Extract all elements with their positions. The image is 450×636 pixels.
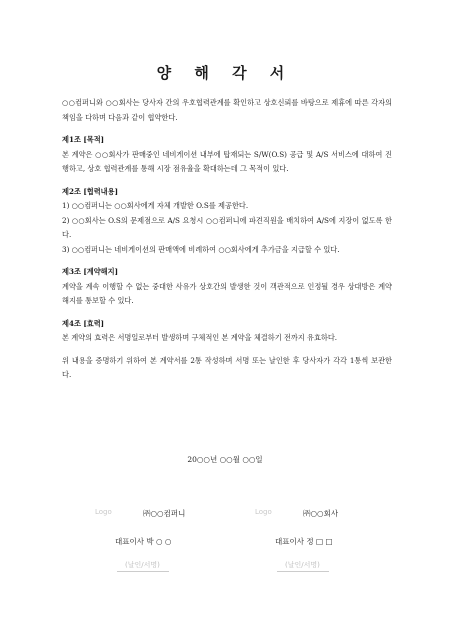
document-title: 양 해 각 서 [156,64,294,82]
article-text: 2) ○○회사는 O.S의 문제점으로 A/S 요청시 ○○컴퍼니에 파견직원을 배치하여 A/S에 지장이 없도록 한다. [62,215,392,239]
representative-name: 대표이사 정 □ □ [275,537,333,546]
article-text: 본 계약은 ○○회사가 판매중인 네비게이션 내부에 탑재되는 S/W(O.S) 공급 및 A/S 서비스에 대하여 진행하고, 상호 협력관계를 통해 시장 점유율을 확대하는데 그 목적이 있다. [62,149,392,173]
representative-name: 대표이사 박 ○ ○ [115,537,172,546]
stamp-placeholder: (날인/서명) [285,561,320,569]
company-name: ㈜○○회사 [303,509,339,518]
article-text: 3) ○○컴퍼니는 네비게이션의 판매액에 비례하여 ○○회사에게 추가금을 지급할 수 있다. [62,244,340,254]
article-4 [62,317,392,346]
signature-block-party-a [95,508,265,569]
article-3 [62,265,392,309]
article-heading: 제3조 [계약해지] [62,267,118,276]
signature-line [117,571,169,572]
closing-paragraph: 위 내용을 증명하기 위하여 본 계약서를 2통 작성하며 서명 또는 날인한 후 당사자가 각각 1통씩 보관한다. [62,355,392,379]
article-heading: 제4조 [효력] [62,318,105,328]
article-2 [62,185,392,258]
article-text: 1) ○○컴퍼니는 ○○회사에게 자체 개발한 O.S를 제공한다. [62,201,249,210]
intro-paragraph: ○○컴퍼니와 ○○회사는 당사자 간의 우호협력관계를 확인하고 상호신뢰를 바탕으로 제휴에 따른 각자의 책임을 다하며 다음과 같이 협약한다. [62,98,392,122]
signing-date: 20○○년 ○○월 ○○일 [187,455,263,464]
article-heading: 제2조 [협력내용] [62,186,118,196]
signature-line [277,571,329,572]
document-body [62,96,392,391]
logo-placeholder: Logo [255,508,272,516]
signature-block-party-b [255,508,425,569]
article-text: 본 계약의 효력은 서명일로부터 발생하며 구체적인 본 계약을 체결하기 전까지 유효하다. [62,333,338,342]
article-text: 계약을 계속 이행할 수 없는 중대한 사유가 상호간의 발생한 것이 객관적으로 인정될 경우 상대방은 계약 해지를 통보할 수 있다. [62,281,392,305]
stamp-placeholder: (날인/서명) [125,561,160,569]
article-heading: 제1조 [목적] [62,135,105,144]
company-name: ㈜○○컴퍼니 [143,509,186,518]
article-1 [62,133,392,177]
logo-placeholder: Logo [95,508,112,516]
